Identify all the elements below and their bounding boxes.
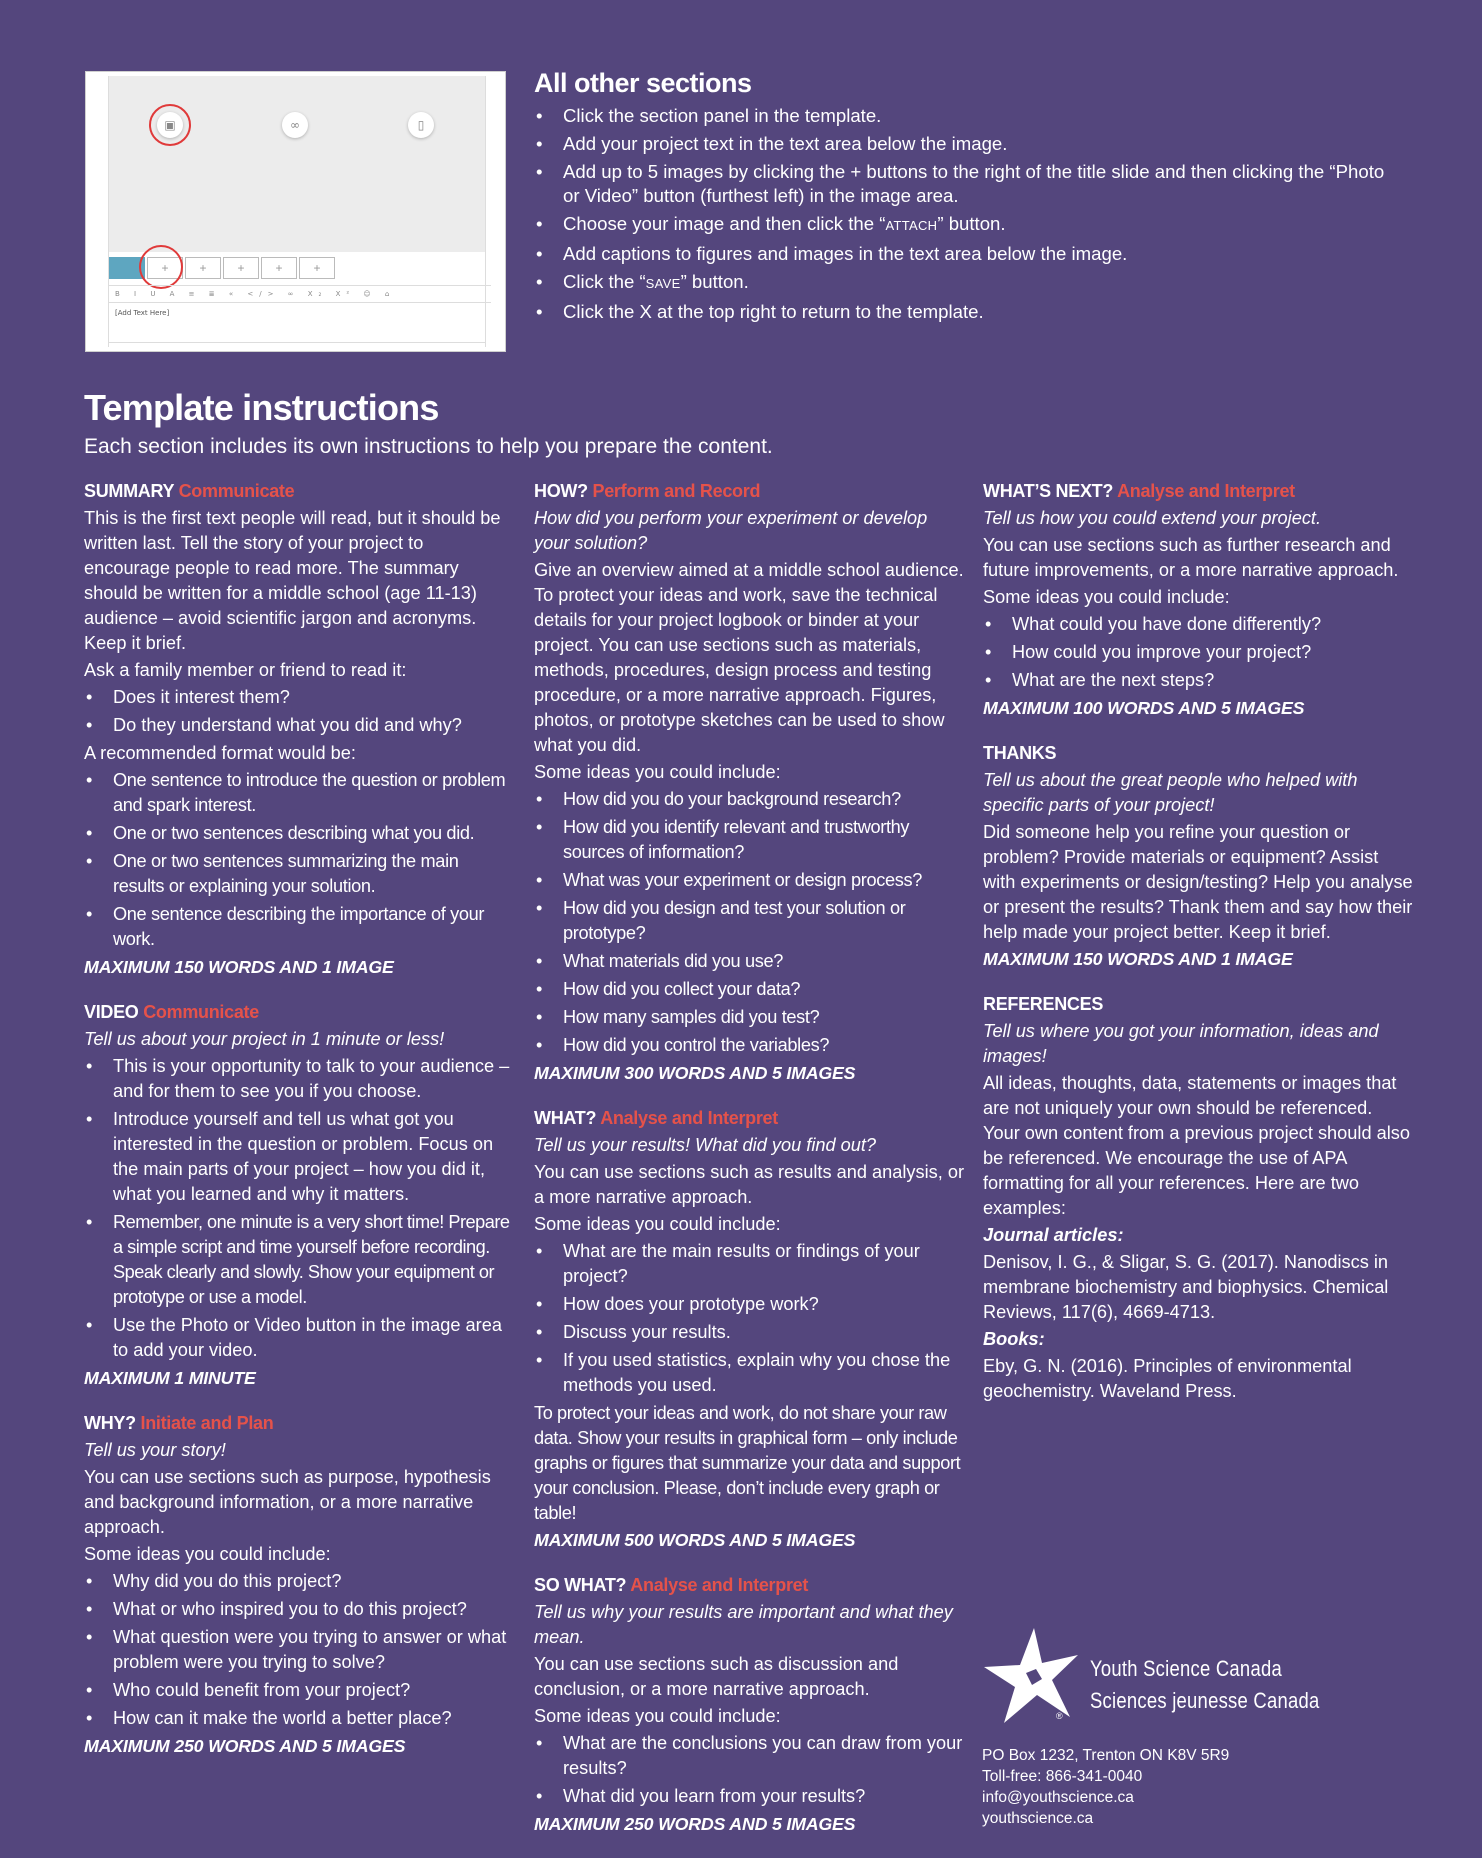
reference-entry: Eby, G. N. (2016). Principles of environmental geochemistry. Waveland Press. xyxy=(983,1356,1352,1401)
list-item: • How does your prototype work? xyxy=(534,1292,964,1317)
link-icon: ∞ xyxy=(282,112,308,138)
list-item: • Use the Photo or Video button in the image area to add your video. xyxy=(84,1313,514,1363)
list-item: • How could you improve your project? xyxy=(983,640,1413,665)
list-item: • What question were you trying to answer or what problem were you trying to solve? xyxy=(84,1625,514,1675)
list-item: • Add up to 5 images by clicking the + buttons to the right of the title slide and then clicking the “Photo or Video” button (furthest left) in the image area. xyxy=(534,160,1404,208)
list-item: • If you used statistics, explain why you chose the methods you used. xyxy=(534,1348,964,1398)
list-item: • How many samples did you test? xyxy=(534,1005,964,1030)
list-item: • Choose your image and then click the “ATTACH” button. xyxy=(534,212,1404,238)
list-item: • What was your experiment or design process? xyxy=(534,868,964,893)
section-text: You can use sections such as results and analysis, or a more narrative approach. xyxy=(534,1162,965,1207)
list-item: • One sentence to introduce the question or problem and spark interest. xyxy=(84,768,514,818)
list-item: • How did you design and test your solution or prototype? xyxy=(534,896,964,946)
page-title: Template instructions xyxy=(84,387,439,428)
address: PO Box 1232, Trenton ON K8V 5R9 xyxy=(982,1747,1230,1764)
photo-video-icon: ▣ xyxy=(157,112,183,138)
word-limit: MAXIMUM 100 WORDS AND 5 IMAGES xyxy=(983,698,1305,718)
plus-icon: + xyxy=(161,261,169,275)
how-section xyxy=(534,479,964,1086)
plus-icon: + xyxy=(275,261,283,275)
whatsnext-section xyxy=(983,479,1413,721)
word-limit: MAXIMUM 150 WORDS AND 1 IMAGE xyxy=(84,957,394,977)
thumb-add xyxy=(299,257,335,279)
list-item: • Remember, one minute is a very short time! Prepare a simple script and time yourself before recording. Speak clearly and slowly. Show your equipment or prototype or use a model. xyxy=(84,1210,514,1310)
section-title: HOW? Perform and Record xyxy=(534,481,761,501)
section-text: Some ideas you could include: xyxy=(983,587,1230,607)
section-lead: Tell us where you got your information, ideas and images! xyxy=(983,1021,1379,1066)
thumb-add xyxy=(261,257,297,279)
section-lead: Tell us about the great people who helped with specific parts of your project! xyxy=(983,770,1358,815)
plus-icon: + xyxy=(199,261,207,275)
list-item: • What materials did you use? xyxy=(534,949,964,974)
section-title: SO WHAT? Analyse and Interpret xyxy=(534,1575,809,1595)
section-text: A recommended format would be: xyxy=(84,743,356,763)
section-lead: How did you perform your experiment or develop your solution? xyxy=(534,508,928,553)
column-2 xyxy=(534,479,964,1857)
reference-label: Books: xyxy=(983,1329,1045,1349)
list-item: • What are the main results or findings of your project? xyxy=(534,1239,964,1289)
list-item: • Discuss your results. xyxy=(534,1320,964,1345)
list-item: • One sentence describing the importance of your work. xyxy=(84,902,514,952)
word-limit: MAXIMUM 500 WORDS AND 5 IMAGES xyxy=(534,1530,856,1550)
textarea-border xyxy=(109,342,485,343)
org-names xyxy=(1090,1653,1320,1717)
list-item: • How did you identify relevant and trustworthy sources of information? xyxy=(534,815,964,865)
highlight-circle xyxy=(139,245,183,289)
word-limit: MAXIMUM 250 WORDS AND 5 IMAGES xyxy=(534,1814,856,1834)
star-logo-icon xyxy=(982,1625,1082,1725)
word-limit: MAXIMUM 1 MINUTE xyxy=(84,1368,256,1388)
list-item: • What or who inspired you to do this project? xyxy=(84,1597,514,1622)
contact-info xyxy=(982,1745,1229,1829)
section-text: Give an overview aimed at a middle school audience. To protect your ideas and work, save the technical details for your project logbook or binder at your project. You can use sections such as materials, methods, procedures, design process and testing procedure, or a more narrative approach. Figures, photos, or prototype sketches can be used to show what you did. xyxy=(534,560,964,755)
word-limit: MAXIMUM 150 WORDS AND 1 IMAGE xyxy=(983,949,1293,969)
section-text: You can use sections such as discussion and conclusion, or a more narrative approach. xyxy=(534,1654,899,1699)
org-logo xyxy=(982,1625,1442,1725)
section-title: THANKS xyxy=(983,743,1057,763)
section-title: VIDEO Communicate xyxy=(84,1002,259,1022)
plus-icon: + xyxy=(313,261,321,275)
org-name-en: Youth Science Canada xyxy=(1090,1656,1282,1681)
list-item: • Click the X at the top right to return to the template. xyxy=(534,300,1404,324)
list-item: • Does it interest them? xyxy=(84,685,514,710)
section-title: SUMMARY Communicate xyxy=(84,481,295,501)
column-3 xyxy=(983,479,1413,1424)
section-text: Some ideas you could include: xyxy=(534,1214,781,1234)
why-section xyxy=(84,1411,514,1759)
list-item: • What could you have done differently? xyxy=(983,612,1413,637)
list-item: • Add captions to figures and images in the text area below the image. xyxy=(534,242,1404,266)
image-area xyxy=(109,76,485,252)
section-text: All ideas, thoughts, data, statements or images that are not uniquely your own should be referenced. Your own content from a previous project should also be referenced. We encourage the use of APA formatting for all your references. Here are two examples: xyxy=(983,1073,1410,1218)
list-item: • How can it make the world a better place? xyxy=(84,1706,514,1731)
section-lead: Tell us about your project in 1 minute or less! xyxy=(84,1029,445,1049)
list-item: • Introduce yourself and tell us what got you interested in the question or problem. Focus on the main parts of your project – how you did it, what you learned and why it matters. xyxy=(84,1107,514,1207)
word-limit: MAXIMUM 250 WORDS AND 5 IMAGES xyxy=(84,1736,406,1756)
editor-screenshot xyxy=(85,71,506,352)
highlight-circle xyxy=(149,104,191,146)
list-item: • What are the next steps? xyxy=(983,668,1413,693)
document-icon: ▯ xyxy=(408,112,434,138)
list-item: • Click the section panel in the template. xyxy=(534,104,1404,128)
text-toolbar: B I U A ≡ ≣ « </> ∞ X₂ X² ☺ ⌂ xyxy=(109,285,491,303)
section-lead: Tell us how you could extend your project. xyxy=(983,508,1322,528)
section-text: Some ideas you could include: xyxy=(534,1706,781,1726)
section-text: Some ideas you could include: xyxy=(84,1544,331,1564)
what-section xyxy=(534,1106,964,1553)
video-section xyxy=(84,1000,514,1391)
section-lead: Tell us why your results are important and what they mean. xyxy=(534,1602,953,1647)
plus-icon: + xyxy=(237,261,245,275)
list-item: • Why did you do this project? xyxy=(84,1569,514,1594)
list-item: • How did you control the variables? xyxy=(534,1033,964,1058)
section-lead: Tell us your story! xyxy=(84,1440,226,1460)
section-text: Some ideas you could include: xyxy=(534,762,781,782)
reference-label: Journal articles: xyxy=(983,1225,1124,1245)
thanks-section xyxy=(983,741,1413,972)
phone: Toll-free: 866-341-0040 xyxy=(982,1768,1143,1785)
section-title: WHAT’S NEXT? Analyse and Interpret xyxy=(983,481,1295,501)
editor-panel xyxy=(108,76,486,347)
section-text: Ask a family member or friend to read it: xyxy=(84,660,407,680)
list-item: • One or two sentences summarizing the main results or explaining your solution. xyxy=(84,849,514,899)
list-item: • What are the conclusions you can draw from your results? xyxy=(534,1731,964,1781)
section-text: You can use sections such as purpose, hypothesis and background information, or a more narrative approach. xyxy=(84,1467,491,1537)
website: youthscience.ca xyxy=(982,1810,1094,1827)
section-title: WHY? Initiate and Plan xyxy=(84,1413,274,1433)
page-subtitle: Each section includes its own instructions to help you prepare the content. xyxy=(84,435,773,458)
section-title: WHAT? Analyse and Interpret xyxy=(534,1108,778,1128)
list-item: • This is your opportunity to talk to your audience – and for them to see you if you choose. xyxy=(84,1054,514,1104)
sowhat-section xyxy=(534,1573,964,1837)
summary-section xyxy=(84,479,514,980)
section-title: REFERENCES xyxy=(983,994,1104,1014)
thumb-add xyxy=(185,257,221,279)
word-limit: MAXIMUM 300 WORDS AND 5 IMAGES xyxy=(534,1063,856,1083)
thumbnail-strip xyxy=(109,257,485,279)
list-item: • Do they understand what you did and why? xyxy=(84,713,514,738)
other-sections-heading: All other sections xyxy=(534,68,752,98)
reference-entry: Denisov, I. G., & Sligar, S. G. (2017). Nanodiscs in membrane biochemistry and biophysics. Chemical Reviews, 117(6), 4669-4713. xyxy=(983,1252,1389,1322)
text-placeholder: [Add Text Here] xyxy=(115,309,170,317)
section-text: Did someone help you refine your question or problem? Provide materials or equipment? Assist with experiments or design/testing? Help you analyse or present the results? Thank them and say how their help made your project better. Keep it brief. xyxy=(983,822,1413,942)
thumb-add xyxy=(223,257,259,279)
section-text: This is the first text people will read, but it should be written last. Tell the story of your project to encourage people to read more. The summary should be written for a middle school (age 11-13) audience – avoid scientific jargon and acronyms. Keep it brief. xyxy=(84,508,501,653)
list-item: • Add your project text in the text area below the image. xyxy=(534,132,1404,156)
references-section xyxy=(983,992,1413,1404)
list-item: • What did you learn from your results? xyxy=(534,1784,964,1809)
section-text: To protect your ideas and work, do not share your raw data. Show your results in graphical form – only include graphs or figures that summarize your data and support your conclusion. Please, don’t include every graph or table! xyxy=(534,1403,961,1523)
list-item: • Click the “SAVE” button. xyxy=(534,270,1404,296)
section-text: You can use sections such as further research and future improvements, or a more narrative approach. xyxy=(983,535,1399,580)
list-item: • How did you collect your data? xyxy=(534,977,964,1002)
org-name-fr: Sciences jeunesse Canada xyxy=(1090,1688,1320,1713)
list-item: • Who could benefit from your project? xyxy=(84,1678,514,1703)
registered-mark: ® xyxy=(1056,1711,1063,1721)
email: info@youthscience.ca xyxy=(982,1789,1134,1806)
column-1 xyxy=(84,479,514,1779)
section-lead: Tell us your results! What did you find out? xyxy=(534,1135,877,1155)
list-item: • One or two sentences describing what you did. xyxy=(84,821,514,846)
list-item: • How did you do your background research? xyxy=(534,787,964,812)
other-sections-block xyxy=(534,68,1404,328)
